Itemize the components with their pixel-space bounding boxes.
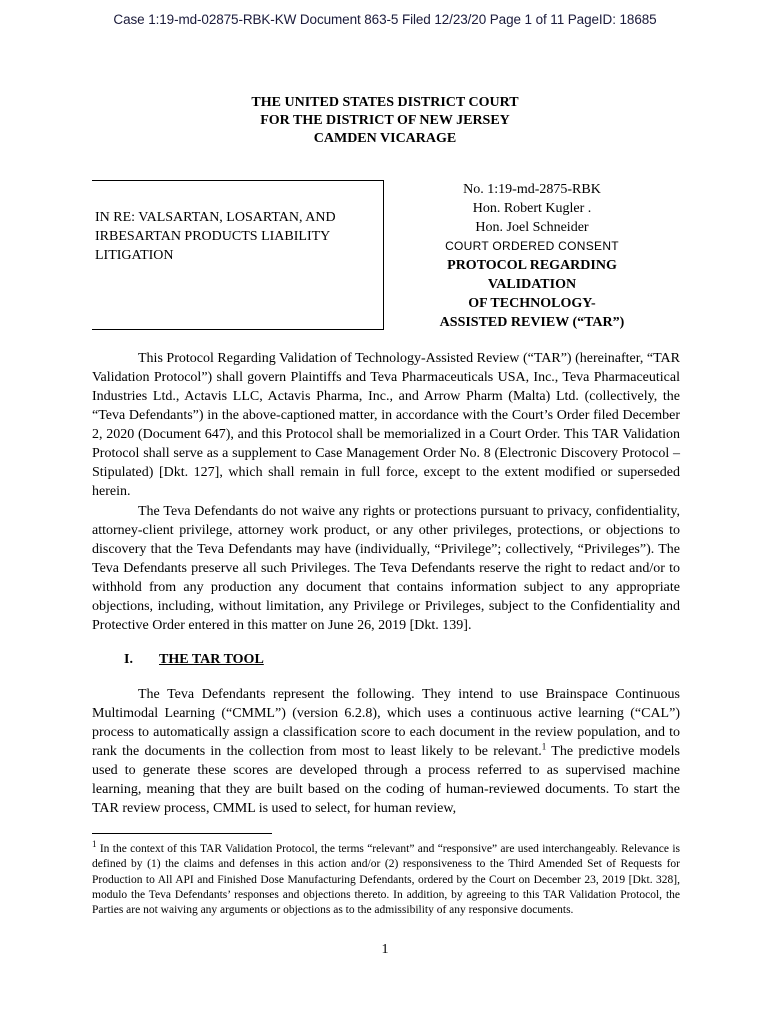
paragraph-privileges: The Teva Defendants do not waive any rights or protections pursuant to privacy, confidentiality, attorney-client privilege, attorney work product, or any other privileges, protections, or objections to discovery that the Teva Defendants may have (individually, “Privilege”; collectively, “Privileges”). The Teva Defendants preserve all such Privileges. The Teva Defendants reserve the right to redact and/or to withhold from any production any document that contains information subject to any appropriate objections, including, without limitation, any Privilege or Privileges, subject to the Confidentiality and Protective Order entered in this matter on June 26, 2019 [Dkt. 139]. xyxy=(92,504,680,633)
footnote-reference: 1 xyxy=(541,741,547,752)
case-number: No. 1:19-md-2875-RBK xyxy=(463,182,601,197)
paragraph-intro: This Protocol Regarding Validation of Technology-Assisted Review (“TAR”) (hereinafter, “TAR Validation Protocol”) shall govern Plaintiffs and Teva Pharmaceuticals USA, Inc., Teva Pharmaceutical Industries Ltd., Actavis LLC, Actavis Pharma, Inc., and Arrow Pharm (Malta) Ltd. (collectively, the “Teva Defendants”) in the above-captioned matter, in accordance with the Court’s Order filed December 2, 2020 (Document 647), and this Protocol shall be memorialized in a Court Order. This TAR Validation Protocol shall serve as a supplement to Case Management Order No. 8 (Electronic Discovery Protocol – Stipulated) [Dkt. 127], which shall remain in full force, except to the extent modified or superseded herein. xyxy=(92,351,680,499)
body-paragraph-1-block xyxy=(92,349,680,501)
case-caption-parties: IN RE: VALSARTAN, LOSARTAN, AND IRBESARTAN PRODUCTS LIABILITY LITIGATION xyxy=(95,210,336,263)
page-number: 1 xyxy=(381,942,389,957)
body-paragraph-2-block xyxy=(92,502,680,635)
footnote-marker: 1 xyxy=(92,839,97,850)
footnote-separator xyxy=(92,833,272,834)
section-number: I. xyxy=(124,652,133,667)
court-vicinage-line: CAMDEN VICARAGE xyxy=(313,131,457,146)
footnote xyxy=(92,839,680,918)
document-type-label: COURT ORDERED CONSENT xyxy=(445,239,619,253)
footnote-text: In the context of this TAR Validation Protocol, the terms “relevant” and “responsive” are used interchangeably. Relevance is defined by (1) the claims and defenses in this action and/or (2) responsiveness to the Third Amended Set of Requests for Production to All API and Finished Dose Manufacturing Defendants, ordered by the Court on December 23, 2019 [Dkt. 328], modulo the Teva Defendants’ responses and objections thereto. In addition, by agreeing to this TAR Validation Protocol, the Parties are not waiving any arguments or objections as to the admissibility of any responsive documents. xyxy=(92,843,680,917)
court-name-line: THE UNITED STATES DISTRICT COURT xyxy=(251,95,519,110)
court-heading xyxy=(0,94,770,148)
paragraph-tar-tool xyxy=(92,685,680,818)
document-title-line: VALIDATION xyxy=(487,277,577,292)
body-paragraph-3-block xyxy=(92,685,680,818)
document-title-line: PROTOCOL REGARDING xyxy=(447,258,617,273)
footnote-text-block xyxy=(92,839,680,918)
paragraph-tar-tool-continued: The predictive models used to generate these scores are developed through a process referred to as supervised machine learning, meaning that they are built based on the coding of human-reviewed documents. To start the TAR review process, CMML is used to select, for human review, xyxy=(92,744,680,816)
document-title-line: ASSISTED REVIEW (“TAR”) xyxy=(439,315,625,330)
ecf-header-stamp: Case 1:19-md-02875-RBK-KW Document 863-5 Filed 12/23/20 Page 1 of 11 PageID: 18685 xyxy=(113,12,657,27)
section-title: THE TAR TOOL xyxy=(159,652,264,667)
court-district-line: FOR THE DISTRICT OF NEW JERSEY xyxy=(260,113,510,128)
magistrate-name: Hon. Joel Schneider xyxy=(475,220,589,235)
section-heading xyxy=(124,652,264,668)
caption-case-info xyxy=(420,180,644,332)
paragraph-tar-tool-text: The Teva Defendants represent the following. They intend to use Brainspace Continuous Multimodal Learning (“CMML”) (version 6.2.8), which uses a continuous active learning (“CAL”) process to automatically assign a classification score to each document in the review population, and to rank the documents in the collection from most to least likely to be relevant. xyxy=(92,687,680,759)
judge-name: Hon. Robert Kugler . xyxy=(472,201,592,216)
document-title-line: OF TECHNOLOGY- xyxy=(468,296,596,311)
